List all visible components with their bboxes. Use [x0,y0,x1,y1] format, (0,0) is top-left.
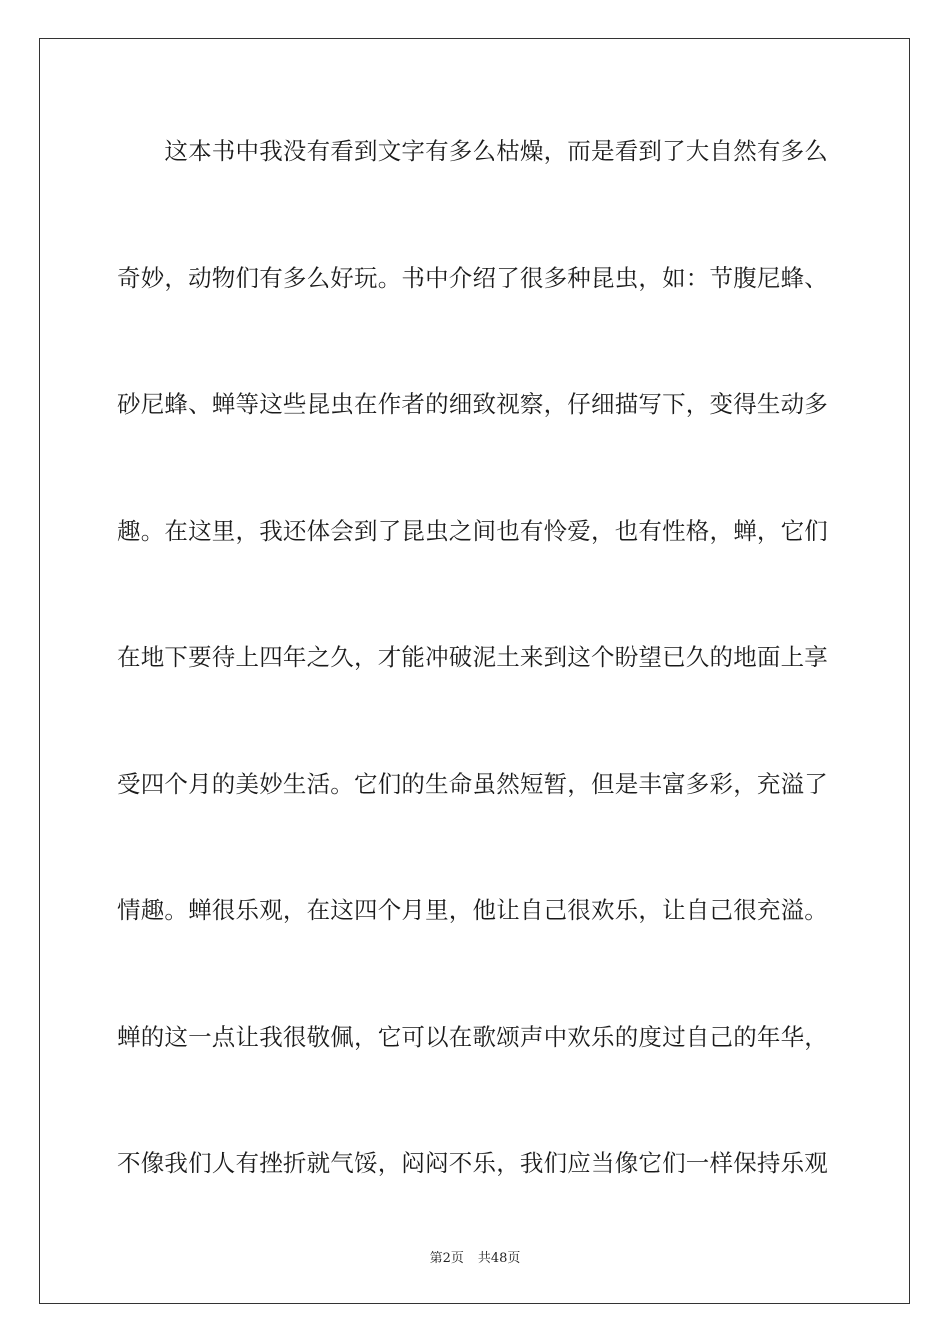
page-footer [0,1247,950,1266]
text-line-4: 趣。在这里，我还体会到了昆虫之间也有怜爱，也有性格，蝉，它们 [117,516,828,545]
page-number: 第2页 [429,1251,464,1266]
text-line-1: 这本书中我没有看到文字有多么枯燥，而是看到了大自然有多么 [117,137,828,165]
text-line-2: 奇妙，动物们有多么好玩。书中介绍了很多种昆虫，如：节腹尼蜂、 [117,263,828,292]
text-line-7: 情趣。蝉很乐观，在这四个月里，他让自己很欢乐，让自己很充溢。 [117,896,828,924]
document-body [117,125,833,1264]
text-line-9: 不像我们人有挫折就气馁，闷闷不乐，我们应当像它们一样保持乐观 [117,1149,828,1177]
text-line-5: 在地下要待上四年之久，才能冲破泥土来到这个盼望已久的地面上享 [117,643,828,671]
text-line-6: 受四个月的美妙生活。它们的生命虽然短暂，但是丰富多彩，充溢了 [117,769,828,798]
text-line-8: 蝉的这一点让我很敬佩，它可以在歌颂声中欢乐的度过自己的年华， [117,1022,828,1051]
page-total: 共48页 [477,1251,521,1266]
text-line-3: 砂尼蜂、蝉等这些昆虫在作者的细致视察，仔细描写下，变得生动多 [117,390,828,418]
